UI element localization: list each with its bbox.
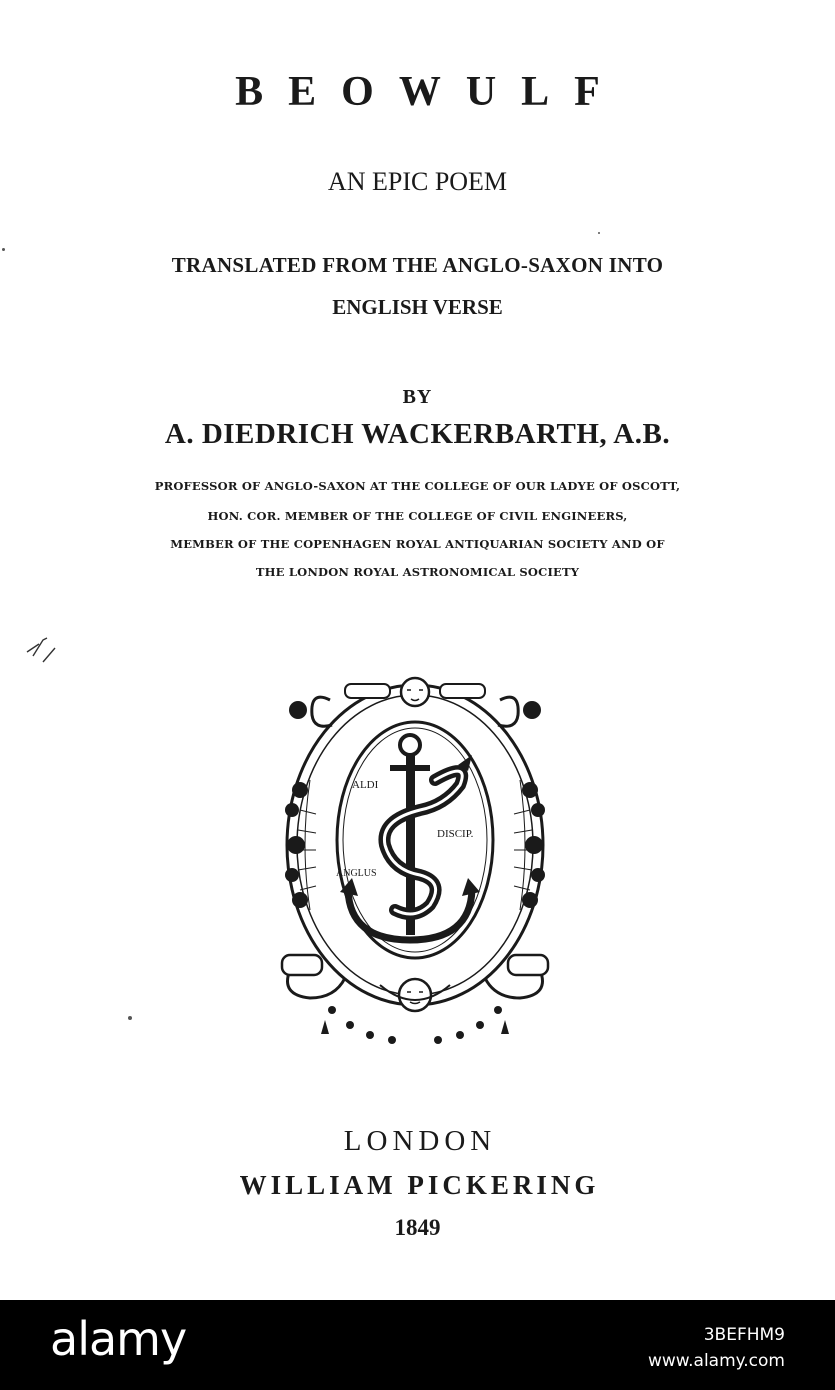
brand-logo: alamy	[50, 1312, 187, 1366]
speck	[2, 248, 5, 251]
device-motto: ALDI	[352, 779, 379, 791]
author-credential: MEMBER OF THE COPENHAGEN ROYAL ANTIQUARIAN SOCIETY AND OF	[170, 537, 665, 551]
author-credential: HON. COR. MEMBER OF THE COLLEGE OF CIVIL ENGINEERS,	[207, 509, 628, 523]
device-motto: ANGLUS	[336, 868, 377, 879]
printers-device-icon	[270, 670, 560, 1055]
device-motto: DISCIP.	[437, 828, 474, 840]
site-url: www.alamy.com	[647, 1351, 785, 1371]
imprint-publisher: WILLIAM PICKERING	[239, 1170, 600, 1200]
speck	[598, 232, 600, 234]
imprint-year: 1849	[394, 1215, 441, 1240]
speck	[128, 1016, 132, 1020]
pencil-mark-icon	[25, 630, 65, 670]
translation-line-1: TRANSLATED FROM THE ANGLO-SAXON INTO	[171, 253, 664, 277]
imprint-city: LONDON	[343, 1125, 497, 1157]
author-name: A. DIEDRICH WACKERBARTH, A.B.	[164, 418, 671, 450]
image-reference	[648, 1322, 785, 1374]
book-subtitle: AN EPIC POEM	[327, 167, 508, 196]
author-credential: PROFESSOR OF ANGLO-SAXON AT THE COLLEGE OF OUR LADYE OF OSCOTT,	[154, 479, 681, 493]
translation-line-2: ENGLISH VERSE	[332, 295, 503, 319]
image-id: 3BEFHM9	[703, 1325, 785, 1345]
author-credential: THE LONDON ROYAL ASTRONOMICAL SOCIETY	[255, 565, 580, 579]
book-title: BEOWULF	[235, 69, 625, 115]
by-line: BY	[402, 386, 433, 408]
